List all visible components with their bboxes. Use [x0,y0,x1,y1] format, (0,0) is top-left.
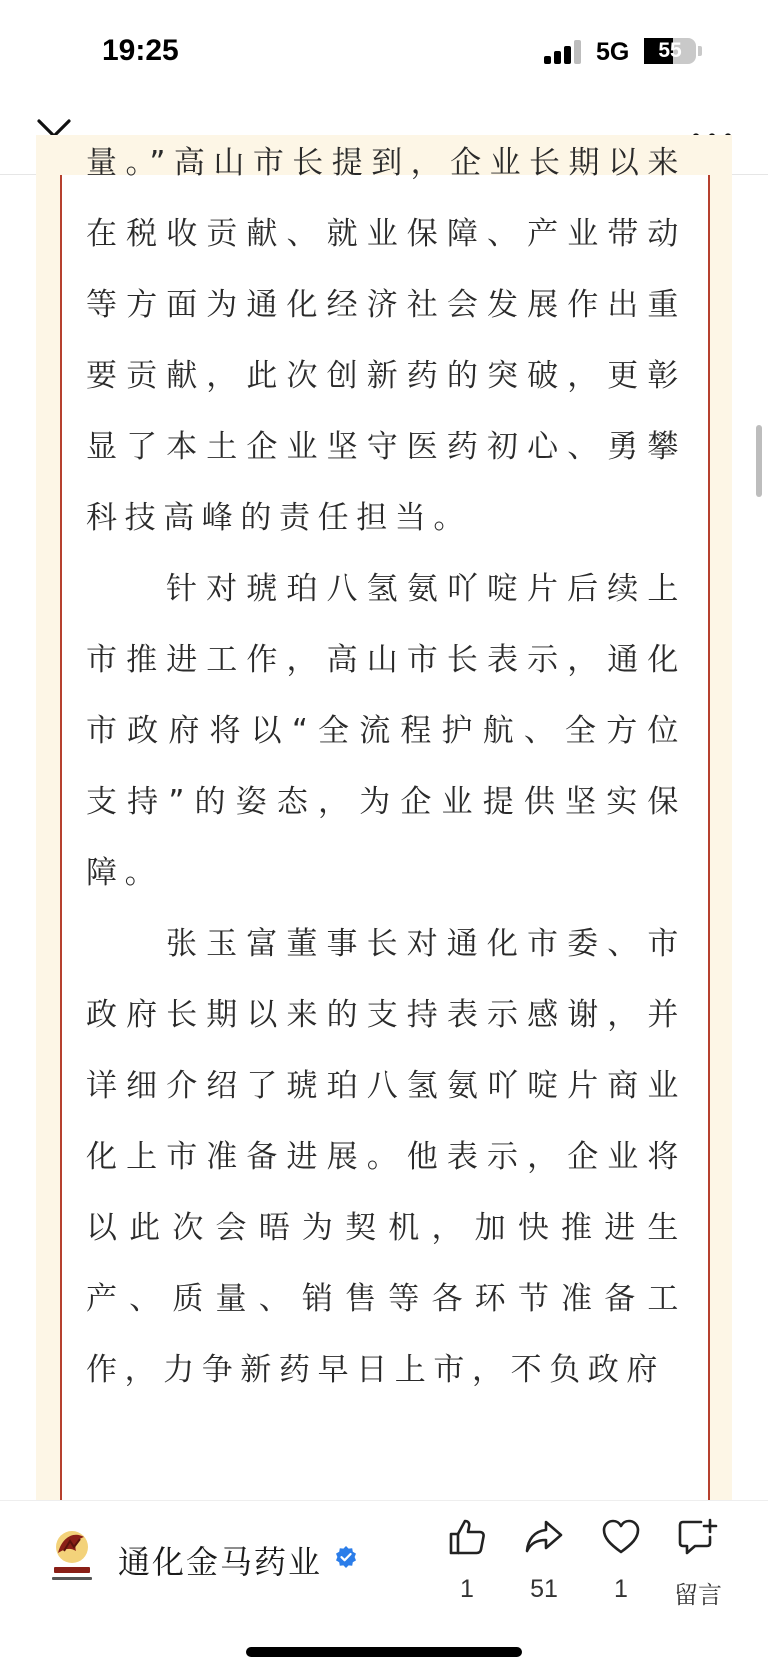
favorite-button[interactable] [586,1517,656,1604]
article-paragraph: 张玉富董事长对通化市委、市政府长期以来的支持表示感谢，并详细介绍了琥珀八氢氨吖啶片商业化上市准备进展。他表示，企业将以此次会晤为契机，加快推进生产、质量、销售等各环节准备工作，力争新药早日上市，不负政府 [86,926,686,1388]
article-body [86,128,686,1406]
article-paragraph: 量。”高山市长提到，企业长期以来在税收贡献、就业保障、产业带动等方面为通化经济社会发展作出重要贡献，此次创新药的突破，更彰显了本土企业坚守医药初心、勇攀科技高峰的责任担当。 [86,145,686,536]
battery-icon [644,38,696,64]
article-paragraph: 针对琥珀八氢氨吖啶片后续上市推进工作，高山市长表示，通化市政府将以“全流程护航、全方位支持”的姿态，为企业提供坚实保障。 [86,571,686,891]
comment-label: 留言 [674,1581,722,1609]
status-bar [0,0,768,104]
share-count: 51 [530,1575,558,1603]
horse-logo-icon [44,1523,100,1587]
thumbs-up-icon [447,1517,487,1557]
account-name[interactable]: 通化金马药业 [118,1543,323,1581]
verified-badge-icon [334,1545,358,1569]
favorite-count: 1 [614,1575,628,1603]
signal-strength-icon [544,40,584,64]
like-button[interactable] [432,1517,502,1604]
home-indicator[interactable] [246,1647,522,1657]
bottom-bar [0,1500,768,1666]
account-logo[interactable] [44,1523,100,1587]
status-time: 19:25 [102,34,179,67]
share-button[interactable] [509,1517,579,1604]
battery-level: 55 [658,39,682,62]
like-count: 1 [460,1575,474,1603]
scroll-indicator[interactable] [756,425,762,497]
share-icon [524,1517,564,1557]
comment-button[interactable] [663,1517,733,1610]
battery-cap [698,46,702,56]
comment-add-icon [677,1517,719,1557]
heart-icon [601,1517,641,1557]
network-type: 5G [596,38,630,66]
article-scroll-area[interactable] [0,145,768,1500]
